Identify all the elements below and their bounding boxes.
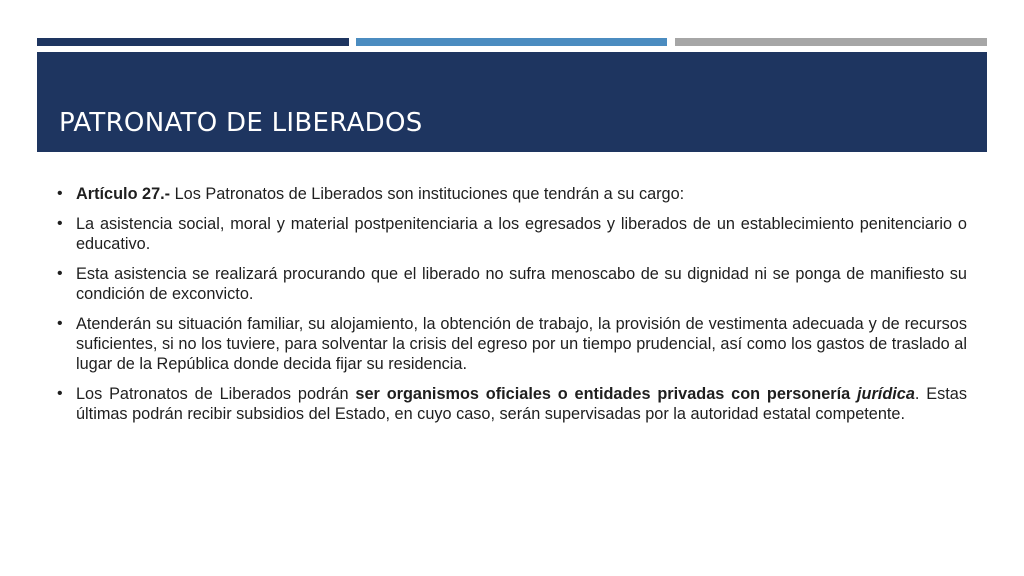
bullet-icon: • [57,185,63,202]
emphasis-text: ser organismos oficiales o entidades privadas con personería [355,385,857,403]
bullet-text: La asistencia social, moral y material postpenitenciaria a los egresados y liberados de un establecimiento penitenciario o educativo. [76,215,967,253]
bullet-icon: • [57,265,63,282]
bullet-item [57,184,967,204]
bullet-text: Atenderán su situación familiar, su alojamiento, la obtención de trabajo, la provisión de vestimenta adecuada y de recursos suficientes, si no los tuviere, para solventar la crisis del egreso por un tiempo prudencial, así como los gastos de traslado al lugar de la República donde decida fijar su residencia. [76,315,967,373]
bullet-icon: • [57,385,63,402]
bullet-list [57,184,967,424]
bullet-item [57,264,967,304]
bullet-icon: • [57,315,63,332]
slide-title: PATRONATO DE LIBERADOS [59,108,423,138]
bullet-text: Los Patronatos de Liberados podrán [76,385,356,403]
slide-content [57,184,967,434]
bullet-icon: • [57,215,63,232]
bullet-item [57,384,967,424]
accent-stripe-gray [675,38,987,46]
bullet-item [57,314,967,374]
bullet-text: Los Patronatos de Liberados son instituciones que tendrán a su cargo: [170,185,685,203]
bullet-item [57,214,967,254]
accent-stripe-blue [356,38,667,46]
bullet-text: Esta asistencia se realizará procurando que el liberado no sufra menoscabo de su dignidad ni se ponga de manifiesto su condición de exconvicto. [76,265,967,303]
article-reference: Artículo 27.- [76,185,171,203]
accent-stripe-dark [37,38,349,46]
emphasis-italic-text: jurídica [857,385,915,403]
title-bar [37,52,987,152]
bullet-text: . Estas últimas podrán recibir subsidios del Estado, en cuyo caso, serán supervisadas por la autoridad estatal competente. [76,385,967,423]
